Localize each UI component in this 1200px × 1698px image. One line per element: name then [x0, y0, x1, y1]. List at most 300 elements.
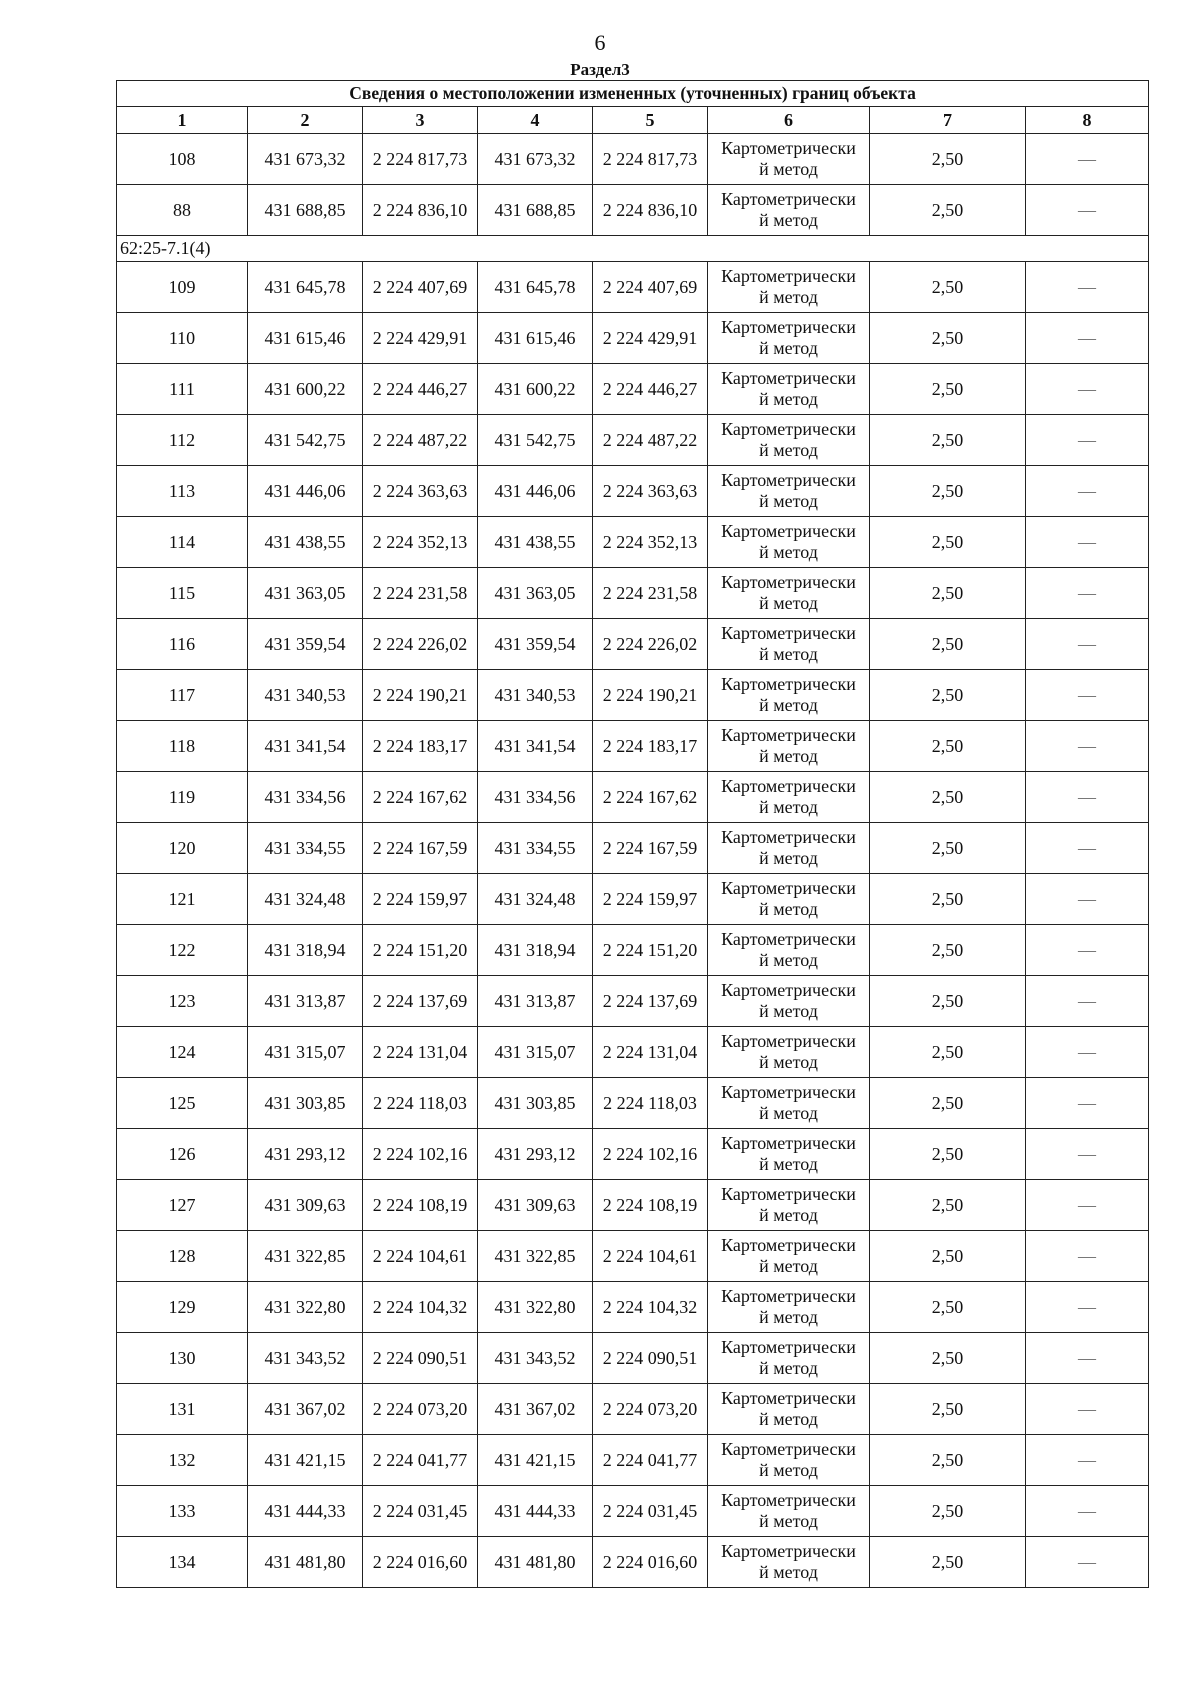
y-new-cell: 2 224 104,61: [593, 1231, 708, 1282]
table-row: [117, 1333, 1149, 1384]
y-new-cell: 2 224 407,69: [593, 262, 708, 313]
method-cell: [708, 517, 870, 568]
page-number: 6: [594, 30, 606, 55]
x-existing-cell: 431 309,63: [248, 1180, 363, 1231]
method-line: й метод: [759, 1103, 818, 1123]
x-new-cell: 431 318,94: [478, 925, 593, 976]
x-existing-cell: 431 673,32: [248, 134, 363, 185]
x-new-cell: 431 322,80: [478, 1282, 593, 1333]
method-cell: [708, 1231, 870, 1282]
accuracy-cell: 2,50: [870, 415, 1026, 466]
y-existing-cell: 2 224 104,32: [363, 1282, 478, 1333]
x-new-cell: 431 313,87: [478, 976, 593, 1027]
y-existing-cell: 2 224 352,13: [363, 517, 478, 568]
method-cell: [708, 1282, 870, 1333]
method-line: й метод: [759, 797, 818, 817]
y-new-cell: 2 224 487,22: [593, 415, 708, 466]
accuracy-cell: 2,50: [870, 976, 1026, 1027]
description-cell: —: [1026, 1282, 1149, 1333]
y-existing-cell: 2 224 108,19: [363, 1180, 478, 1231]
x-existing-cell: 431 363,05: [248, 568, 363, 619]
method-line: й метод: [759, 287, 818, 307]
point-number-cell: 131: [117, 1384, 248, 1435]
method-line: Картометрически: [721, 980, 856, 1000]
method-line: й метод: [759, 491, 818, 511]
y-existing-cell: 2 224 031,45: [363, 1486, 478, 1537]
x-existing-cell: 431 315,07: [248, 1027, 363, 1078]
table-row: [117, 1486, 1149, 1537]
y-new-cell: 2 224 031,45: [593, 1486, 708, 1537]
accuracy-cell: 2,50: [870, 721, 1026, 772]
table-row: [117, 568, 1149, 619]
x-existing-cell: 431 293,12: [248, 1129, 363, 1180]
method-cell: [708, 313, 870, 364]
description-cell: —: [1026, 466, 1149, 517]
description-cell: —: [1026, 772, 1149, 823]
method-line: Картометрически: [721, 827, 856, 847]
x-new-cell: 431 343,52: [478, 1333, 593, 1384]
y-new-cell: 2 224 151,20: [593, 925, 708, 976]
method-line: Картометрически: [721, 1031, 856, 1051]
y-new-cell: 2 224 118,03: [593, 1078, 708, 1129]
method-line: й метод: [759, 848, 818, 868]
x-existing-cell: 431 318,94: [248, 925, 363, 976]
point-number-cell: 110: [117, 313, 248, 364]
description-cell: —: [1026, 1078, 1149, 1129]
point-number-cell: 134: [117, 1537, 248, 1588]
method-line: й метод: [759, 899, 818, 919]
accuracy-cell: 2,50: [870, 619, 1026, 670]
table-row: [117, 1078, 1149, 1129]
point-number-cell: 120: [117, 823, 248, 874]
x-existing-cell: 431 444,33: [248, 1486, 363, 1537]
x-new-cell: 431 324,48: [478, 874, 593, 925]
method-line: Картометрически: [721, 1541, 856, 1561]
accuracy-cell: 2,50: [870, 1435, 1026, 1486]
point-number-cell: 123: [117, 976, 248, 1027]
column-header: 1: [117, 107, 248, 134]
method-line: й метод: [759, 1562, 818, 1582]
method-line: Картометрически: [721, 623, 856, 643]
method-line: Картометрически: [721, 317, 856, 337]
method-line: Картометрически: [721, 1184, 856, 1204]
method-cell: [708, 976, 870, 1027]
method-line: Картометрически: [721, 572, 856, 592]
y-existing-cell: 2 224 363,63: [363, 466, 478, 517]
x-new-cell: 431 341,54: [478, 721, 593, 772]
method-line: Картометрически: [721, 929, 856, 949]
y-existing-cell: 2 224 407,69: [363, 262, 478, 313]
method-cell: [708, 874, 870, 925]
x-existing-cell: 431 600,22: [248, 364, 363, 415]
table-row: [117, 721, 1149, 772]
table-row: [117, 1384, 1149, 1435]
description-cell: —: [1026, 364, 1149, 415]
x-existing-cell: 431 446,06: [248, 466, 363, 517]
description-cell: —: [1026, 925, 1149, 976]
x-existing-cell: 431 615,46: [248, 313, 363, 364]
x-existing-cell: 431 421,15: [248, 1435, 363, 1486]
x-new-cell: 431 688,85: [478, 185, 593, 236]
method-line: й метод: [759, 1358, 818, 1378]
table-row: [117, 619, 1149, 670]
description-cell: —: [1026, 1129, 1149, 1180]
description-cell: —: [1026, 1384, 1149, 1435]
accuracy-cell: 2,50: [870, 1282, 1026, 1333]
table-row: [117, 925, 1149, 976]
x-new-cell: 431 340,53: [478, 670, 593, 721]
accuracy-cell: 2,50: [870, 313, 1026, 364]
table-row: [117, 1027, 1149, 1078]
x-new-cell: 431 444,33: [478, 1486, 593, 1537]
x-existing-cell: 431 367,02: [248, 1384, 363, 1435]
method-line: Картометрически: [721, 878, 856, 898]
y-existing-cell: 2 224 446,27: [363, 364, 478, 415]
method-cell: [708, 364, 870, 415]
point-number-cell: 118: [117, 721, 248, 772]
description-cell: —: [1026, 721, 1149, 772]
y-existing-cell: 2 224 102,16: [363, 1129, 478, 1180]
table-row: [117, 1435, 1149, 1486]
x-existing-cell: 431 334,55: [248, 823, 363, 874]
y-new-cell: 2 224 429,91: [593, 313, 708, 364]
method-cell: [708, 466, 870, 517]
table-row: [117, 1129, 1149, 1180]
method-line: Картометрически: [721, 725, 856, 745]
y-new-cell: 2 224 041,77: [593, 1435, 708, 1486]
y-new-cell: 2 224 073,20: [593, 1384, 708, 1435]
method-line: Картометрически: [721, 189, 856, 209]
y-existing-cell: 2 224 167,62: [363, 772, 478, 823]
x-new-cell: 431 600,22: [478, 364, 593, 415]
point-number-cell: 127: [117, 1180, 248, 1231]
y-existing-cell: 2 224 226,02: [363, 619, 478, 670]
table-row: [117, 185, 1149, 236]
x-existing-cell: 431 303,85: [248, 1078, 363, 1129]
accuracy-cell: 2,50: [870, 1537, 1026, 1588]
method-cell: [708, 1435, 870, 1486]
method-line: Картометрически: [721, 419, 856, 439]
column-header: 3: [363, 107, 478, 134]
y-existing-cell: 2 224 817,73: [363, 134, 478, 185]
method-line: й метод: [759, 1256, 818, 1276]
method-line: Картометрически: [721, 138, 856, 158]
method-cell: [708, 1537, 870, 1588]
y-new-cell: 2 224 102,16: [593, 1129, 708, 1180]
method-line: Картометрически: [721, 368, 856, 388]
y-existing-cell: 2 224 183,17: [363, 721, 478, 772]
method-cell: [708, 262, 870, 313]
method-line: й метод: [759, 338, 818, 358]
x-new-cell: 431 315,07: [478, 1027, 593, 1078]
y-new-cell: 2 224 183,17: [593, 721, 708, 772]
table-row: [117, 466, 1149, 517]
description-cell: —: [1026, 313, 1149, 364]
x-new-cell: 431 421,15: [478, 1435, 593, 1486]
x-existing-cell: 431 481,80: [248, 1537, 363, 1588]
table-row: [117, 517, 1149, 568]
method-line: й метод: [759, 1052, 818, 1072]
coordinates-table: [116, 80, 1149, 1588]
y-existing-cell: 2 224 159,97: [363, 874, 478, 925]
table-row: [117, 364, 1149, 415]
method-line: й метод: [759, 159, 818, 179]
method-line: й метод: [759, 644, 818, 664]
accuracy-cell: 2,50: [870, 364, 1026, 415]
method-line: Картометрически: [721, 1490, 856, 1510]
method-line: Картометрически: [721, 521, 856, 541]
x-new-cell: 431 645,78: [478, 262, 593, 313]
x-new-cell: 431 367,02: [478, 1384, 593, 1435]
accuracy-cell: 2,50: [870, 1027, 1026, 1078]
point-number-cell: 117: [117, 670, 248, 721]
table-row: [117, 415, 1149, 466]
accuracy-cell: 2,50: [870, 1078, 1026, 1129]
group-label: 62:25-7.1(4): [117, 236, 1149, 262]
description-cell: —: [1026, 1435, 1149, 1486]
accuracy-cell: 2,50: [870, 1333, 1026, 1384]
x-existing-cell: 431 322,85: [248, 1231, 363, 1282]
y-existing-cell: 2 224 487,22: [363, 415, 478, 466]
accuracy-cell: 2,50: [870, 1231, 1026, 1282]
y-new-cell: 2 224 352,13: [593, 517, 708, 568]
point-number-cell: 114: [117, 517, 248, 568]
x-new-cell: 431 438,55: [478, 517, 593, 568]
method-line: й метод: [759, 1409, 818, 1429]
y-new-cell: 2 224 446,27: [593, 364, 708, 415]
method-line: й метод: [759, 695, 818, 715]
description-cell: —: [1026, 1027, 1149, 1078]
y-existing-cell: 2 224 016,60: [363, 1537, 478, 1588]
x-new-cell: 431 303,85: [478, 1078, 593, 1129]
accuracy-cell: 2,50: [870, 874, 1026, 925]
x-existing-cell: 431 688,85: [248, 185, 363, 236]
table-row: [117, 134, 1149, 185]
y-existing-cell: 2 224 231,58: [363, 568, 478, 619]
method-line: й метод: [759, 542, 818, 562]
x-new-cell: 431 359,54: [478, 619, 593, 670]
x-new-cell: 431 293,12: [478, 1129, 593, 1180]
method-line: Картометрически: [721, 1388, 856, 1408]
table-row: [117, 670, 1149, 721]
y-existing-cell: 2 224 118,03: [363, 1078, 478, 1129]
method-cell: [708, 134, 870, 185]
accuracy-cell: 2,50: [870, 466, 1026, 517]
x-new-cell: 431 334,55: [478, 823, 593, 874]
method-cell: [708, 721, 870, 772]
description-cell: —: [1026, 517, 1149, 568]
table-row: [117, 1537, 1149, 1588]
method-line: Картометрически: [721, 266, 856, 286]
description-cell: —: [1026, 619, 1149, 670]
method-cell: [708, 568, 870, 619]
y-new-cell: 2 224 167,59: [593, 823, 708, 874]
y-new-cell: 2 224 817,73: [593, 134, 708, 185]
x-existing-cell: 431 341,54: [248, 721, 363, 772]
point-number-cell: 112: [117, 415, 248, 466]
method-cell: [708, 415, 870, 466]
y-new-cell: 2 224 226,02: [593, 619, 708, 670]
method-line: Картометрически: [721, 674, 856, 694]
method-cell: [708, 185, 870, 236]
point-number-cell: 121: [117, 874, 248, 925]
x-existing-cell: 431 343,52: [248, 1333, 363, 1384]
table-row: [117, 772, 1149, 823]
method-cell: [708, 823, 870, 874]
method-cell: [708, 1486, 870, 1537]
method-cell: [708, 772, 870, 823]
point-number-cell: 133: [117, 1486, 248, 1537]
y-existing-cell: 2 224 429,91: [363, 313, 478, 364]
x-existing-cell: 431 438,55: [248, 517, 363, 568]
point-number-cell: 116: [117, 619, 248, 670]
y-new-cell: 2 224 108,19: [593, 1180, 708, 1231]
y-new-cell: 2 224 137,69: [593, 976, 708, 1027]
method-line: й метод: [759, 593, 818, 613]
x-existing-cell: 431 645,78: [248, 262, 363, 313]
y-new-cell: 2 224 104,32: [593, 1282, 708, 1333]
accuracy-cell: 2,50: [870, 772, 1026, 823]
method-line: й метод: [759, 746, 818, 766]
method-line: й метод: [759, 1205, 818, 1225]
table-row: [117, 1180, 1149, 1231]
x-new-cell: 431 334,56: [478, 772, 593, 823]
point-number-cell: 119: [117, 772, 248, 823]
y-new-cell: 2 224 190,21: [593, 670, 708, 721]
y-existing-cell: 2 224 151,20: [363, 925, 478, 976]
method-cell: [708, 1027, 870, 1078]
accuracy-cell: 2,50: [870, 1384, 1026, 1435]
method-line: Картометрически: [721, 1439, 856, 1459]
method-line: Картометрически: [721, 1286, 856, 1306]
x-new-cell: 431 309,63: [478, 1180, 593, 1231]
method-cell: [708, 1078, 870, 1129]
x-new-cell: 431 615,46: [478, 313, 593, 364]
column-header: 5: [593, 107, 708, 134]
method-line: Картометрически: [721, 776, 856, 796]
table-row: [117, 823, 1149, 874]
point-number-cell: 132: [117, 1435, 248, 1486]
table-row: [117, 976, 1149, 1027]
x-new-cell: 431 446,06: [478, 466, 593, 517]
column-header: 8: [1026, 107, 1149, 134]
description-cell: —: [1026, 1231, 1149, 1282]
y-existing-cell: 2 224 836,10: [363, 185, 478, 236]
y-existing-cell: 2 224 041,77: [363, 1435, 478, 1486]
description-cell: —: [1026, 262, 1149, 313]
method-cell: [708, 1333, 870, 1384]
table-row: [117, 1231, 1149, 1282]
section-title: Раздел3: [570, 60, 630, 79]
accuracy-cell: 2,50: [870, 823, 1026, 874]
point-number-cell: 126: [117, 1129, 248, 1180]
x-existing-cell: 431 359,54: [248, 619, 363, 670]
description-cell: —: [1026, 1537, 1149, 1588]
description-cell: —: [1026, 670, 1149, 721]
method-cell: [708, 670, 870, 721]
table-row: [117, 874, 1149, 925]
accuracy-cell: 2,50: [870, 1486, 1026, 1537]
accuracy-cell: 2,50: [870, 568, 1026, 619]
description-cell: —: [1026, 976, 1149, 1027]
x-new-cell: 431 363,05: [478, 568, 593, 619]
accuracy-cell: 2,50: [870, 134, 1026, 185]
table-caption-row: [117, 81, 1149, 107]
method-line: Картометрически: [721, 1082, 856, 1102]
y-existing-cell: 2 224 073,20: [363, 1384, 478, 1435]
method-line: й метод: [759, 1154, 818, 1174]
x-new-cell: 431 481,80: [478, 1537, 593, 1588]
x-new-cell: 431 542,75: [478, 415, 593, 466]
description-cell: —: [1026, 415, 1149, 466]
method-cell: [708, 619, 870, 670]
point-number-cell: 115: [117, 568, 248, 619]
group-row: [117, 236, 1149, 262]
table-row: [117, 1282, 1149, 1333]
description-cell: —: [1026, 568, 1149, 619]
point-number-cell: 124: [117, 1027, 248, 1078]
x-new-cell: 431 322,85: [478, 1231, 593, 1282]
table-row: [117, 262, 1149, 313]
x-existing-cell: 431 334,56: [248, 772, 363, 823]
accuracy-cell: 2,50: [870, 185, 1026, 236]
x-new-cell: 431 673,32: [478, 134, 593, 185]
point-number-cell: 88: [117, 185, 248, 236]
method-line: Картометрически: [721, 1133, 856, 1153]
method-line: й метод: [759, 210, 818, 230]
method-line: й метод: [759, 1001, 818, 1021]
method-cell: [708, 1180, 870, 1231]
accuracy-cell: 2,50: [870, 1129, 1026, 1180]
method-line: Картометрически: [721, 1337, 856, 1357]
column-header: 7: [870, 107, 1026, 134]
description-cell: —: [1026, 185, 1149, 236]
column-header: 4: [478, 107, 593, 134]
method-line: й метод: [759, 1511, 818, 1531]
table-caption: Сведения о местоположении измененных (уточненных) границ объекта: [117, 81, 1149, 107]
point-number-cell: 129: [117, 1282, 248, 1333]
x-existing-cell: 431 324,48: [248, 874, 363, 925]
x-existing-cell: 431 542,75: [248, 415, 363, 466]
column-header: 2: [248, 107, 363, 134]
method-line: Картометрически: [721, 470, 856, 490]
point-number-cell: 122: [117, 925, 248, 976]
y-existing-cell: 2 224 137,69: [363, 976, 478, 1027]
point-number-cell: 109: [117, 262, 248, 313]
y-existing-cell: 2 224 190,21: [363, 670, 478, 721]
x-existing-cell: 431 313,87: [248, 976, 363, 1027]
accuracy-cell: 2,50: [870, 1180, 1026, 1231]
description-cell: —: [1026, 1486, 1149, 1537]
point-number-cell: 128: [117, 1231, 248, 1282]
description-cell: —: [1026, 134, 1149, 185]
method-line: й метод: [759, 440, 818, 460]
table-body: [117, 81, 1149, 1588]
table-row: [117, 313, 1149, 364]
point-number-cell: 125: [117, 1078, 248, 1129]
y-new-cell: 2 224 159,97: [593, 874, 708, 925]
method-cell: [708, 1129, 870, 1180]
point-number-cell: 108: [117, 134, 248, 185]
method-line: й метод: [759, 1460, 818, 1480]
x-existing-cell: 431 340,53: [248, 670, 363, 721]
point-number-cell: 130: [117, 1333, 248, 1384]
description-cell: —: [1026, 1180, 1149, 1231]
column-header: 6: [708, 107, 870, 134]
method-cell: [708, 1384, 870, 1435]
accuracy-cell: 2,50: [870, 925, 1026, 976]
y-new-cell: 2 224 167,62: [593, 772, 708, 823]
